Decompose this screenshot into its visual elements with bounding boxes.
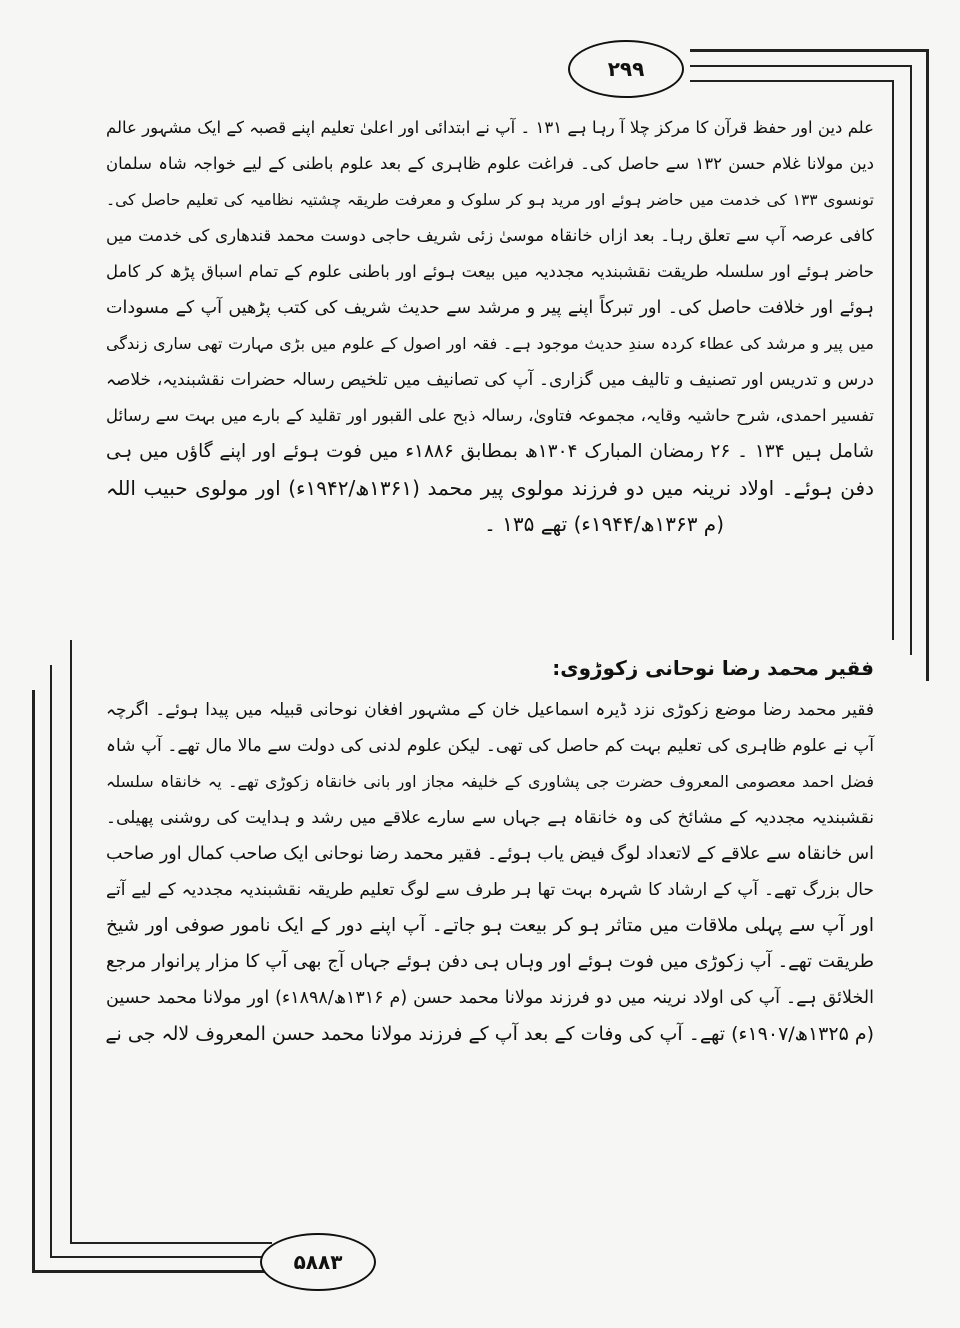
frame-left-outer-v <box>32 690 35 1273</box>
text-line-last: (م ۱۳۶۳ھ/۱۹۴۴ء) تھے ۱۳۵ ۔ <box>484 512 724 536</box>
text-line: حاضر ہوئے اور سلسلہ طریقت نقشبندیہ مجددیہ میں بیعت ہوئے اور باطنی علوم کے تمام اسباق پڑھ کر کامل <box>106 262 874 281</box>
text-line: حال بزرگ تھے۔ آپ کے ارشاد کا شہرہ بہت تھا ہر طرف سے لوگ تعلیم طریقہ نقشبندیہ مجددیہ کے لیے آتے <box>106 880 874 900</box>
frame-top-outer-h <box>690 49 928 52</box>
text-line: دفن ہوئے۔ اولاد نرینہ میں دو فرزند مولوی پیر محمد (۱۳۶۱ھ/۱۹۴۲ء) اور مولوی حبیب اللہ <box>106 476 875 500</box>
text-line: فقیر محمد رضا موضع زکوڑی نزد ڈیرہ اسماعیل خان کے مشہور افغان نوحانی قبیلہ میں پیدا ہوئے۔ اگرچہ <box>106 700 874 720</box>
page-number-top: ۲۹۹ <box>568 40 684 98</box>
text-line: تفسیر احمدی، شرح حاشیہ وقایہ، مجموعہ فتاویٰ، رسالہ ذبح علی القبور اور تقلید کے بارے میں بہت سے رسائل <box>106 406 874 425</box>
frame-top-middle-h <box>690 65 912 67</box>
section-2 <box>106 650 874 1052</box>
text-line: میں پیر و مرشد کی عطاء کردہ سندِ حدیث موجود ہے۔ فقہ اور اصول کے علوم میں بڑی مہارت تھی ساری زندگی <box>106 334 874 353</box>
text-line: تونسوی ۱۳۳ کی خدمت میں حاضر ہوئے اور مرید ہو کر سلوک و معرفت طریقہ چشتیہ نظامیہ کی تعلیم حاصل کی۔ <box>106 191 874 209</box>
text-line: الخلائق ہے۔ آپ کی اولاد نرینہ میں دو فرزند مولانا محمد حسن (م ۱۳۱۶ھ/۱۸۹۸ء) اور مولانا محمد حسین <box>106 988 874 1008</box>
text-line: فضل احمد معصومی المعروف حضرت جی پشاوری کے خلیفہ مجاز اور بانی خانقاہ زکوڑی تھے۔ یہ خانقاہ سلسلہ <box>106 772 874 791</box>
paragraph-1 <box>106 110 874 542</box>
frame-left-inner-v <box>70 640 72 1244</box>
text-line: علم دین اور حفظ قرآن کا مرکز چلا آ رہا ہے ۱۳۱ ۔ آپ نے ابتدائی اور اعلیٰ تعلیم اپنے قصبہ کے ایک مشہور عالم <box>106 118 874 137</box>
text-line: کافی عرصہ آپ سے تعلق رہا۔ بعد ازاں خانقاہ موسیٰ زئی شریف حاجی دوست محمد قندھاری کی خدمت میں <box>106 226 874 245</box>
text-line: آپ نے علوم ظاہری کی تعلیم بہت کم حاصل کی تھی۔ لیکن علوم لدنی کی دولت سے مالا مال تھے۔ آپ شاہ <box>106 736 874 756</box>
section-heading: فقیر محمد رضا نوحانی زکوڑوی: <box>552 656 874 680</box>
frame-top-inner-h <box>690 80 894 82</box>
page-number-bottom: ۵۸۸۳ <box>260 1233 376 1291</box>
text-line: (م ۱۳۲۵ھ/۱۹۰۷ء) تھے۔ آپ کی وفات کے بعد آپ کے فرزند مولانا محمد حسن المعروف لالہ جی نے <box>105 1023 874 1045</box>
frame-right-middle-v <box>910 65 912 655</box>
frame-right-inner-v <box>892 80 894 640</box>
text-line: دین مولانا غلام حسن ۱۳۲ سے حاصل کی۔ فراغت علوم ظاہری کے بعد علوم باطنی کے لیے خواجہ شاہ سلمان <box>106 154 875 173</box>
text-line: ہوئے اور خلافت حاصل کی۔ اور تبرکاً اپنے پیر و مرشد سے حدیث شریف کی کتب پڑھیں آپ کے مسودات <box>106 298 874 318</box>
text-line: طریقت تھے۔ آپ زکوڑی میں فوت ہوئے اور وہاں ہی دفن ہوئے جہاں آج بھی آپ کا مزار پرانوار مرجع <box>106 951 874 972</box>
frame-left-middle-v <box>50 665 52 1258</box>
text-line: درس و تدریس اور تصنیف و تالیف میں گزاری۔ آپ کی تصانیف میں تلخیص رسالہ حضرات نقشبندیہ، خلاصہ <box>106 370 874 390</box>
frame-right-outer-v <box>926 49 929 681</box>
text-line: نقشبندیہ مجددیہ کے مشائخ کی وہ خانقاہ ہے جہاں سے سارے علاقے میں رشد و ہدایت کی روشنی پھیلی۔ <box>106 808 874 828</box>
text-line: اس خانقاہ سے علاقے کے لاتعداد لوگ فیض یاب ہوئے۔ فقیر محمد رضا نوحانی ایک صاحب کمال اور صاحب <box>106 844 874 864</box>
frame-bottom-middle-h <box>50 1256 272 1258</box>
text-line: شامل ہیں ۱۳۴ ۔ ۲۶ رمضان المبارک ۱۳۰۴ھ بمطابق ۱۸۸۶ء میں فوت ہوئے اور اپنے گاؤں میں ہی <box>106 441 875 462</box>
text-line: اور آپ سے پہلی ملاقات میں متاثر ہو کر بیعت ہو جاتے۔ آپ اپنے دور کے ایک نامور صوفی اور شیخ <box>106 915 874 936</box>
frame-bottom-inner-h <box>70 1242 272 1244</box>
frame-bottom-outer-h <box>32 1270 272 1273</box>
